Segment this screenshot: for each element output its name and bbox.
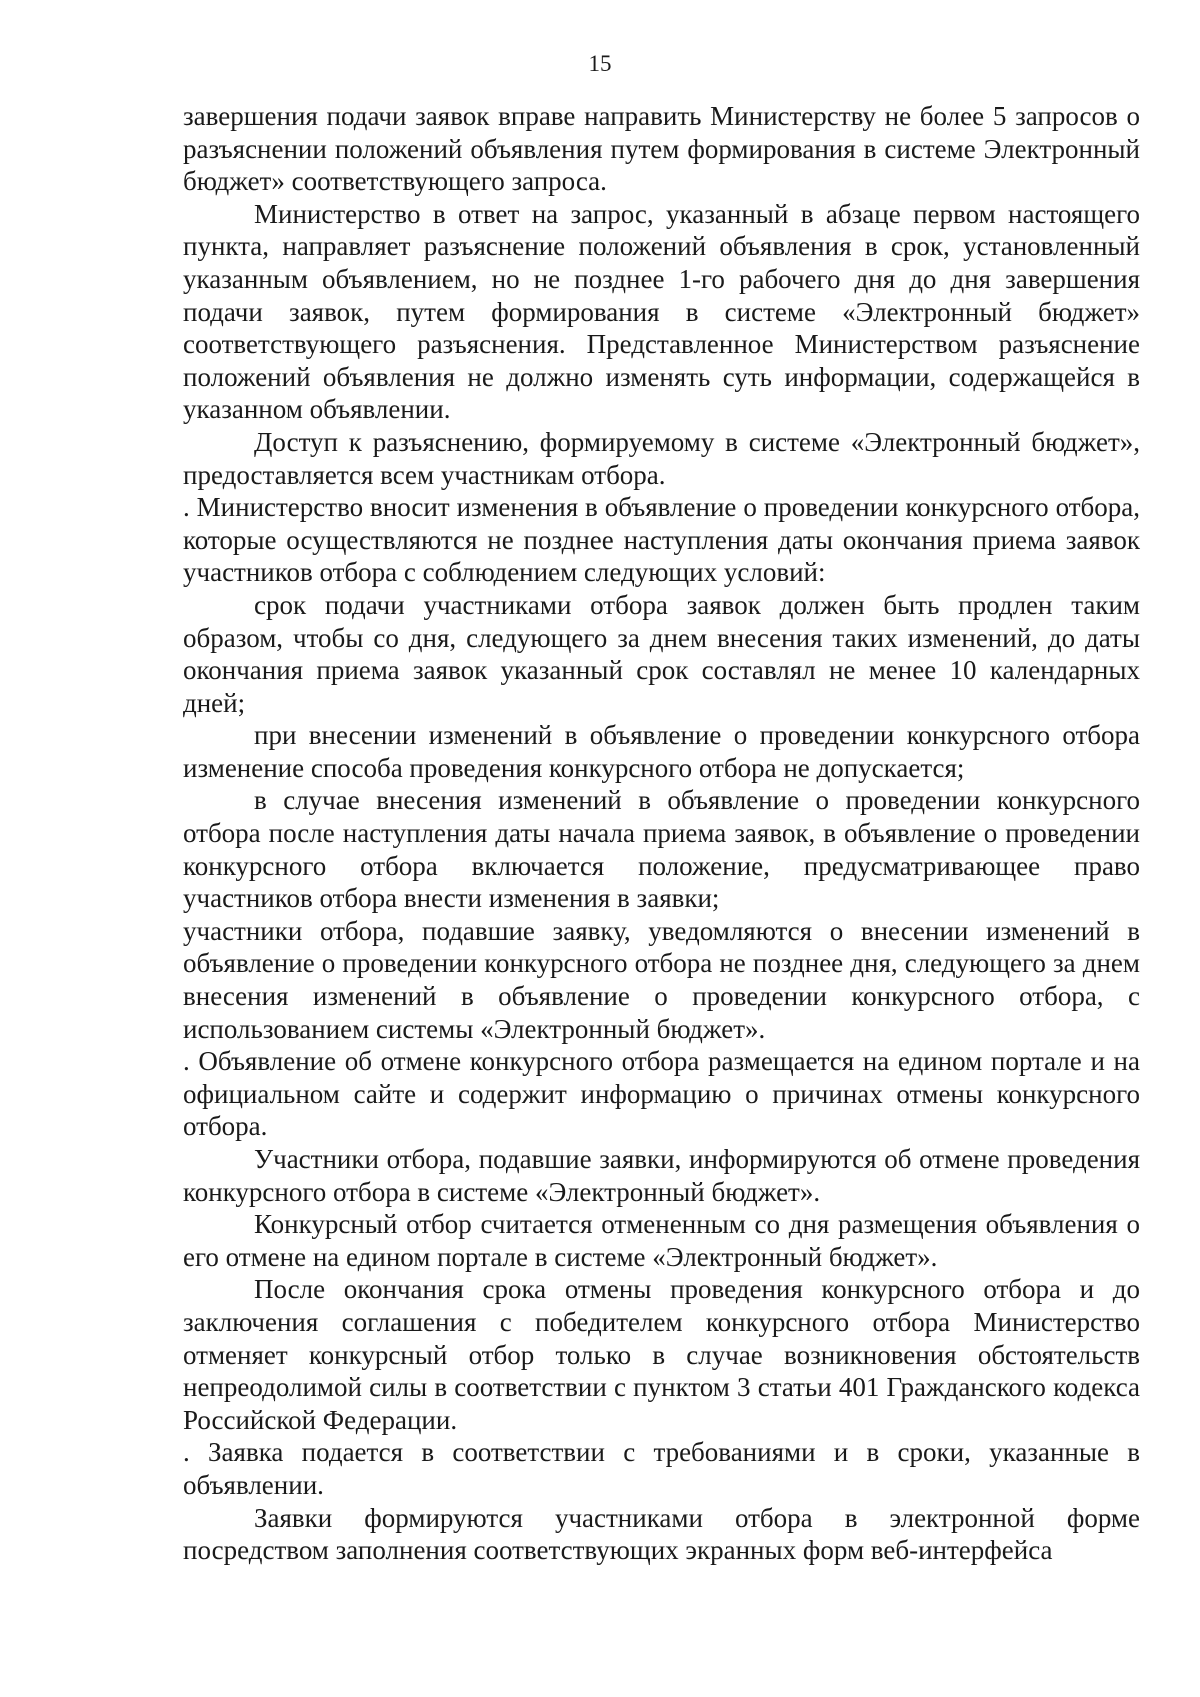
paragraph-access-clarification: Доступ к разъяснению, формируемому в системе «Электронный бюджет», предоставляется всем участникам отбора. <box>183 426 1140 490</box>
page-number: 15 <box>588 51 612 76</box>
paragraph-participants-notified: участники отбора, подавшие заявку, уведомляются о внесении изменений в объявление о проведении конкурсного отбора не позднее дня, следующего за днем внесения изменений в объявление о проведении конкурсного отбора, с использованием системы «Электронный бюджет». <box>183 915 1140 1044</box>
paragraph-method-change: при внесении изменений в объявление о проведении конкурсного отбора изменение способа проведения конкурсного отбора не допускается; <box>183 720 1140 783</box>
paragraph-deadline-extension: срок подачи участниками отбора заявок должен быть продлен таким образом, чтобы со дня, следующего за днем внесения таких изменений, до даты окончания приема заявок указанный срок составлял не менее 10 календарных дней; <box>183 589 1140 718</box>
paragraph-force-majeure: После окончания срока отмены проведения конкурсного отбора и до заключения соглашения с победителем конкурсного отбора Министерство отменяет конкурсный отбор только в случае возникновения обстоятельств непреодолимой силы в соответствии с пунктом 3 статьи 401 Гражданского кодекса Российской Федерации. <box>183 1274 1140 1435</box>
document-body <box>183 100 1140 1567</box>
paragraph-application-submission: . Заявка подается в соответствии с требованиями и в сроки, указанные в объявлении. <box>183 1437 1140 1500</box>
paragraph-announcement-changes: . Министерство вносит изменения в объявление о проведении конкурсного отбора, которые осуществляются не позднее наступления даты окончания приема заявок участников отбора с соблюдением следующих условий: <box>183 492 1140 588</box>
paragraph-cancellation-notice: . Объявление об отмене конкурсного отбора размещается на едином портале и на официальном сайте и содержит информацию о причинах отмены конкурсного отбора. <box>183 1046 1140 1142</box>
paragraph-application-form: Заявки формируются участниками отбора в электронной форме посредством заполнения соответствующих экранных форм веб-интерфейса <box>183 1502 1140 1566</box>
paragraph-ministry-response: Министерство в ответ на запрос, указанный в абзаце первом настоящего пункта, направляет разъяснение положений объявления в срок, установленный указанным объявлением, но не позднее 1-го рабочего дня до дня завершения подачи заявок, путем формирования в системе «Электронный бюджет» соответствующего разъяснения. Представленное Министерством разъяснение положений объявления не должно изменять суть информации, содержащейся в указанном объявлении. <box>183 198 1140 425</box>
paragraph-continuation: завершения подачи заявок вправе направить Министерству не более 5 запросов о разъяснении положений объявления путем формирования в системе Электронный бюджет» соответствующего запроса. <box>183 101 1140 197</box>
paragraph-cancellation-date: Конкурсный отбор считается отмененным со дня размещения объявления о его отмене на едином портале в системе «Электронный бюджет». <box>183 1209 1140 1272</box>
paragraph-changes-after-start: в случае внесения изменений в объявление о проведении конкурсного отбора после наступления даты начала приема заявок, в объявление о проведении конкурсного отбора включается положение, предусматривающее право участников отбора внести изменения в заявки; <box>183 785 1140 914</box>
paragraph-cancellation-info: Участники отбора, подавшие заявки, информируются об отмене проведения конкурсного отбора в системе «Электронный бюджет». <box>183 1144 1140 1207</box>
